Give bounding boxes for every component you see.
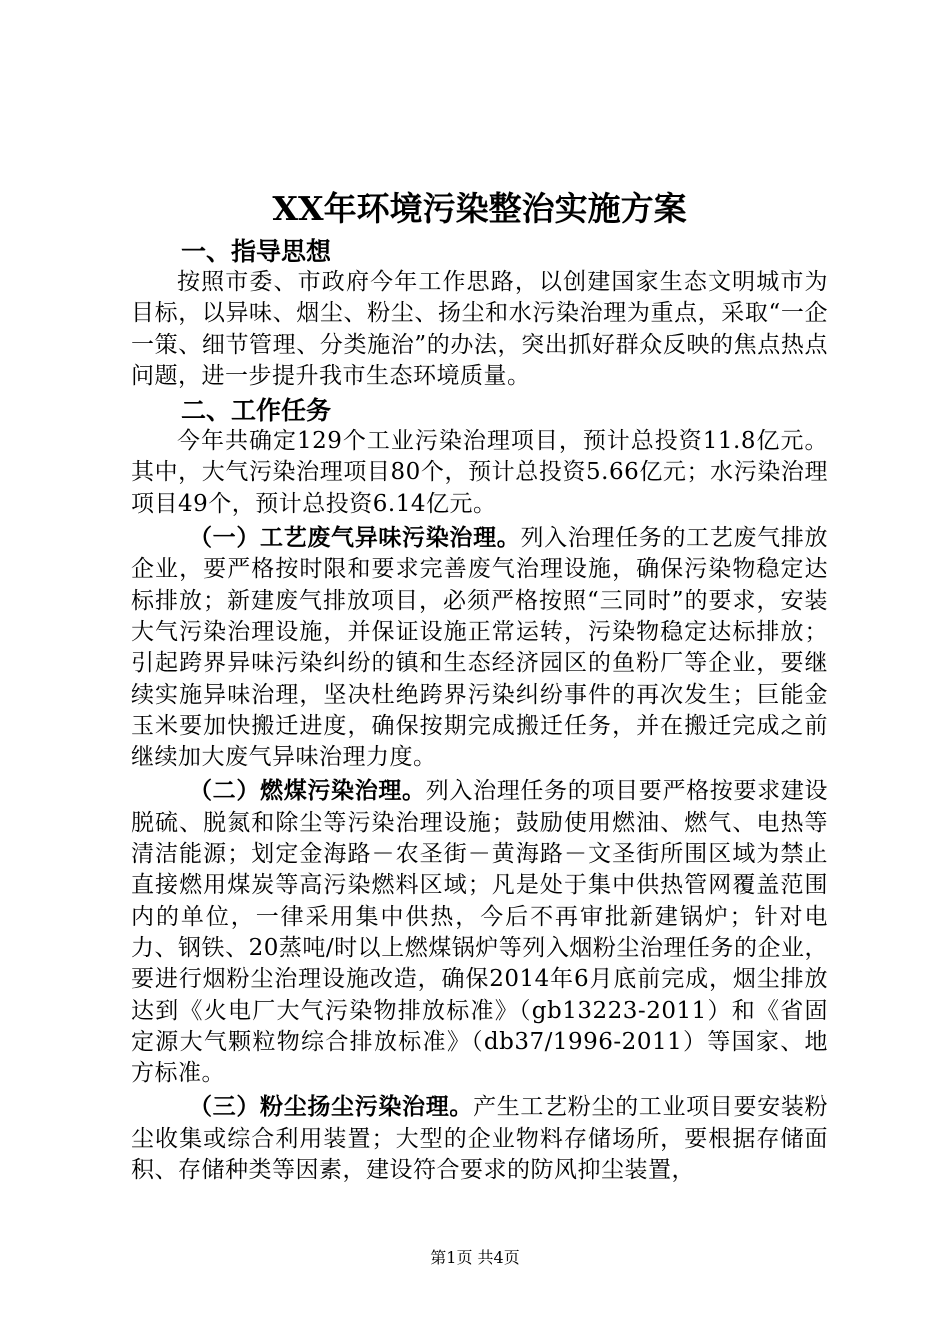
subsection-lead-coal: （二）燃煤污染治理。 xyxy=(189,778,426,805)
subsection-paragraph-exhaust-odor xyxy=(131,523,828,773)
section-heading-work-tasks: 二、工作任务 xyxy=(181,396,332,426)
subsection-body-dust: 产生工艺粉尘的工业项目要安装粉尘收集或综合利用装置；大型的企业物料存储场所，要根据存储面积、存储种类等因素，建设符合要求的防风抑尘装置， xyxy=(131,1094,829,1184)
document-page xyxy=(131,186,828,1189)
document-title: XX年环境污染整治实施方案 xyxy=(272,189,687,228)
section-paragraph-guiding-thought: 按照市委、市政府今年工作思路，以创建国家生态文明城市为目标，以异味、烟尘、粉尘、扬尘和水污染治理为重点，采取“一企一策、细节管理、分类施治”的办法，突出抓好群众反映的焦点热点问题，进一步提升我市生态环境质量。 xyxy=(131,269,828,389)
subsection-paragraph-dust xyxy=(131,1092,828,1186)
subsection-lead-dust: （三）粉尘扬尘污染治理。 xyxy=(189,1094,474,1121)
subsection-body-coal: 列入治理任务的项目要严格按要求建设脱硫、脱氮和除尘等污染治理设施；鼓励使用燃油、燃气、电热等清洁能源；划定金海路－农圣街－黄海路－文圣街所围区域为禁止直接燃用煤炭等高污染燃料区域；凡是处于集中供热管网覆盖范围内的单位，一律采用集中供热，今后不再审批新建锅炉；针对电力、钢铁、20蒸吨/时以上燃煤锅炉等列入烟粉尘治理任务的企业，要进行烟粉尘治理设施改造，确保2014年6月底前完成，烟尘排放达到《火电厂大气污染物排放标准》（gb13223-2011）和《省固定源大气颗粒物综合排放标准》（db37/1996-2011）等国家、地方标准。 xyxy=(131,778,829,1087)
subsection-paragraph-coal xyxy=(131,776,828,1089)
section-paragraph-work-tasks: 今年共确定129个工业污染治理项目，预计总投资11.8亿元。其中，大气污染治理项目80个，预计总投资5.66亿元；水污染治理项目49个，预计总投资6.14亿元。 xyxy=(131,428,828,517)
subsection-body-exhaust-odor: 列入治理任务的工艺废气排放企业，要严格按时限和要求完善废气治理设施，确保污染物稳定达标排放；新建废气排放项目，必须严格按照“三同时”的要求，安装大气污染治理设施，并保证设施正常运转，污染物稳定达标排放；引起跨界异味污染纠纷的镇和生态经济园区的鱼粉厂等企业，要继续实施异味治理，坚决杜绝跨界污染纠纷事件的再次发生；巨能金玉米要加快搬迁进度，确保按期完成搬迁任务，并在搬迁完成之前继续加大废气异味治理力度。 xyxy=(131,525,829,771)
subsection-lead-exhaust-odor: （一）工艺废气异味污染治理。 xyxy=(189,525,521,552)
section-heading-guiding-thought: 一、指导思想 xyxy=(181,237,332,266)
page-footer: 第1页 共4页 xyxy=(430,1248,520,1267)
